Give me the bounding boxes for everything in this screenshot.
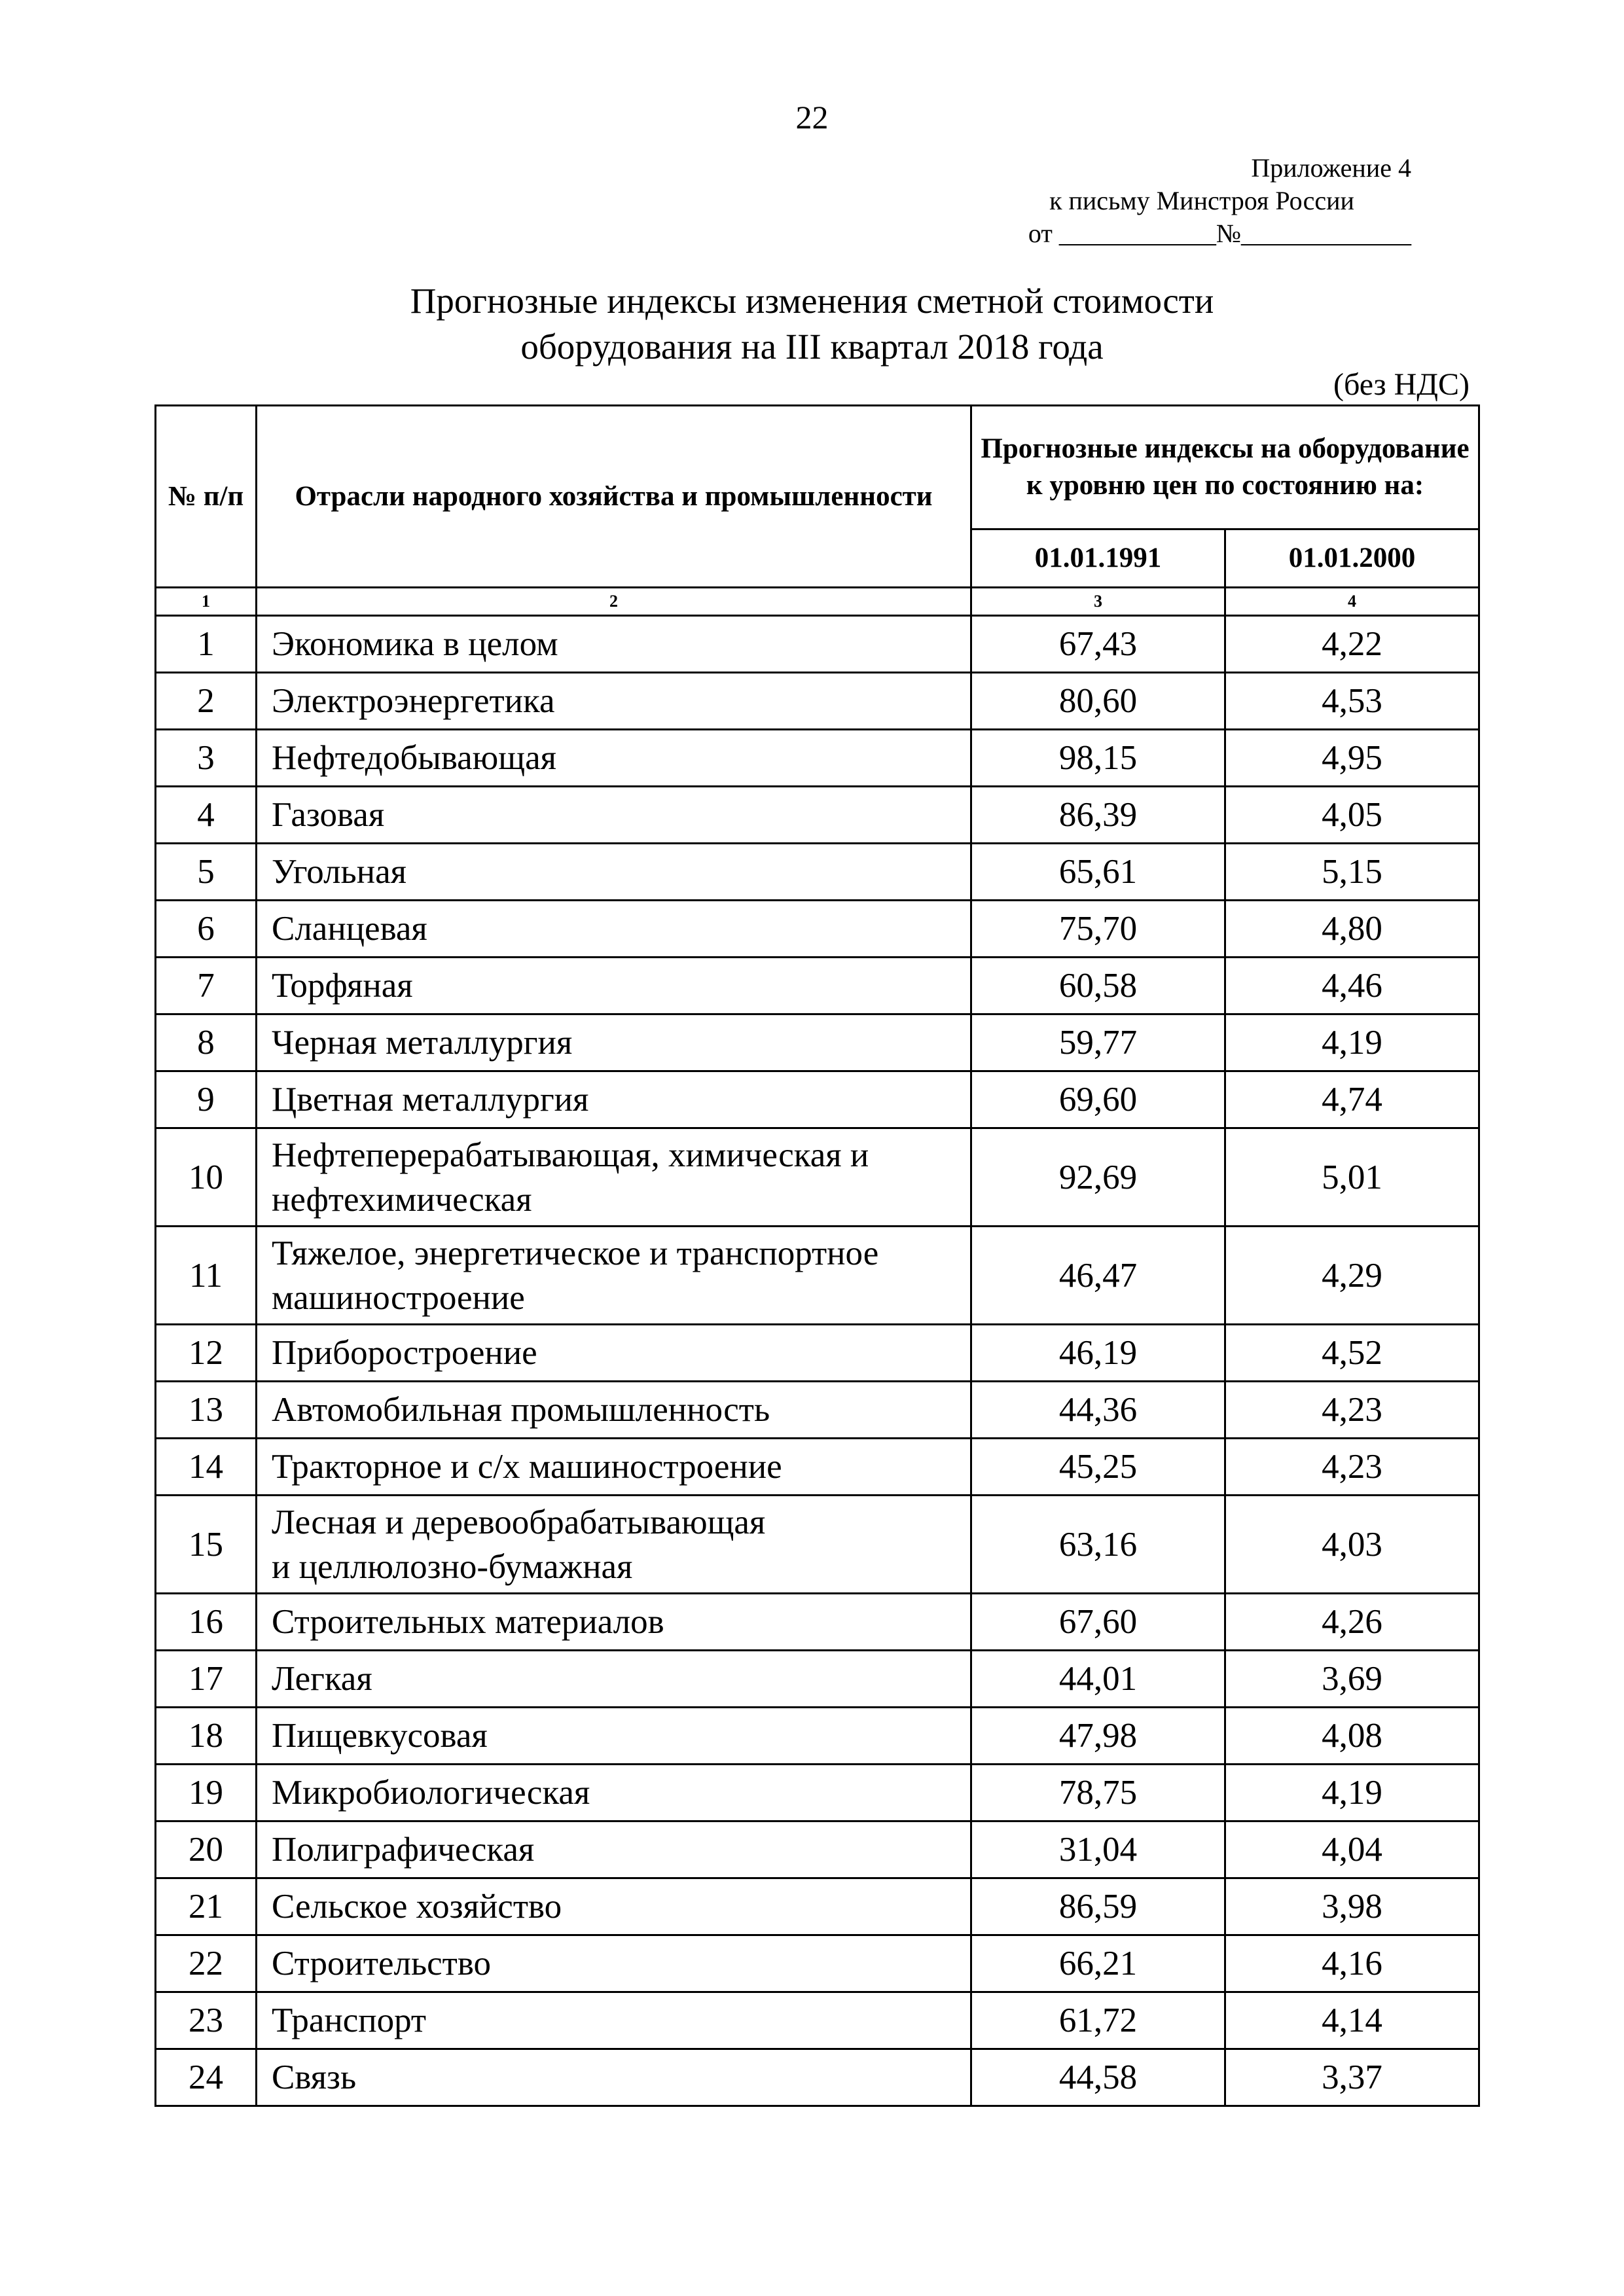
index-1991: 31,04 <box>971 1821 1225 1878</box>
index-2000: 3,98 <box>1225 1878 1479 1935</box>
row-number: 21 <box>156 1878 257 1935</box>
industry-name-line: Пищевкусовая <box>272 1717 488 1755</box>
industry-name-line: Черная металлургия <box>272 1024 573 1062</box>
index-1991: 75,70 <box>971 901 1225 958</box>
industry-name-line: Полиграфическая <box>272 1831 535 1869</box>
page-number: 22 <box>795 99 829 135</box>
industry-name-line: машиностроение <box>272 1278 525 1317</box>
industry-name <box>257 1382 971 1439</box>
index-2000: 4,04 <box>1225 1821 1479 1878</box>
index-1991: 63,16 <box>971 1496 1225 1594</box>
industry-name <box>257 1128 971 1227</box>
row-number: 8 <box>156 1014 257 1071</box>
table-body <box>156 616 1479 2106</box>
index-1991: 46,47 <box>971 1227 1225 1325</box>
appendix-line-2: к письму Минстроя России <box>1049 186 1354 215</box>
industry-name-line: Лесная и деревообрабатывающая <box>272 1503 766 1541</box>
table-row <box>156 844 1479 901</box>
row-number: 19 <box>156 1765 257 1821</box>
industry-name <box>257 1821 971 1878</box>
index-2000: 4,22 <box>1225 616 1479 673</box>
row-number: 14 <box>156 1439 257 1496</box>
index-2000: 4,23 <box>1225 1382 1479 1439</box>
industry-name <box>257 1014 971 1071</box>
index-2000: 4,29 <box>1225 1227 1479 1325</box>
row-number: 22 <box>156 1935 257 1992</box>
table-row <box>156 1878 1479 1935</box>
table-row <box>156 1594 1479 1651</box>
industry-name <box>257 1071 971 1128</box>
row-number: 20 <box>156 1821 257 1878</box>
header-industry: Отрасли народного хозяйства и промышленности <box>257 406 971 588</box>
index-2000: 3,69 <box>1225 1651 1479 1708</box>
industry-name <box>257 1227 971 1325</box>
row-number: 23 <box>156 1992 257 2049</box>
column-number: 4 <box>1225 588 1479 616</box>
document-title <box>0 278 1624 370</box>
index-1991: 98,15 <box>971 730 1225 787</box>
table-row <box>156 1382 1479 1439</box>
industry-name <box>257 730 971 787</box>
industry-name <box>257 1708 971 1765</box>
table-row <box>156 1071 1479 1128</box>
index-table <box>154 404 1480 2107</box>
industry-name-line: Экономика в целом <box>272 625 558 663</box>
index-2000: 4,05 <box>1225 787 1479 844</box>
index-2000: 4,14 <box>1225 1992 1479 2049</box>
appendix-reference <box>953 152 1411 250</box>
index-2000: 4,52 <box>1225 1325 1479 1382</box>
column-number: 2 <box>257 588 971 616</box>
index-1991: 66,21 <box>971 1935 1225 1992</box>
row-number: 5 <box>156 844 257 901</box>
industry-name-line: Связь <box>272 2058 357 2096</box>
index-1991: 67,60 <box>971 1594 1225 1651</box>
header-date-2000: 01.01.2000 <box>1225 529 1479 588</box>
industry-name <box>257 1594 971 1651</box>
index-1991: 45,25 <box>971 1439 1225 1496</box>
index-2000: 3,37 <box>1225 2049 1479 2106</box>
index-2000: 4,23 <box>1225 1439 1479 1496</box>
row-number: 12 <box>156 1325 257 1382</box>
industry-name <box>257 1878 971 1935</box>
table-row <box>156 1992 1479 2049</box>
appendix-line-1: Приложение 4 <box>1251 153 1411 183</box>
industry-name <box>257 1325 971 1382</box>
industry-name-line: Тракторное и с/х машиностроение <box>272 1448 782 1486</box>
industry-name <box>257 844 971 901</box>
index-1991: 78,75 <box>971 1765 1225 1821</box>
table-row <box>156 1439 1479 1496</box>
industry-name-line: Сельское хозяйство <box>272 1888 562 1926</box>
index-2000: 4,19 <box>1225 1765 1479 1821</box>
industry-name-line: и целлюлозно-бумажная <box>272 1547 633 1586</box>
index-1991: 65,61 <box>971 844 1225 901</box>
index-1991: 67,43 <box>971 616 1225 673</box>
table-row <box>156 1708 1479 1765</box>
table-row <box>156 1128 1479 1227</box>
index-2000: 4,03 <box>1225 1496 1479 1594</box>
index-1991: 44,01 <box>971 1651 1225 1708</box>
industry-name <box>257 1935 971 1992</box>
index-2000: 4,80 <box>1225 901 1479 958</box>
index-2000: 4,19 <box>1225 1014 1479 1071</box>
industry-name <box>257 1765 971 1821</box>
header-num: № п/п <box>156 406 257 588</box>
industry-name-line: Нефтедобывающая <box>272 739 556 777</box>
index-2000: 4,53 <box>1225 673 1479 730</box>
industry-name-line: Цветная металлургия <box>272 1081 589 1119</box>
row-number: 11 <box>156 1227 257 1325</box>
index-1991: 86,59 <box>971 1878 1225 1935</box>
index-1991: 47,98 <box>971 1708 1225 1765</box>
row-number: 17 <box>156 1651 257 1708</box>
industry-name-line: Сланцевая <box>272 910 427 948</box>
header-date-1991: 01.01.1991 <box>971 529 1225 588</box>
index-2000: 5,01 <box>1225 1128 1479 1227</box>
industry-name <box>257 2049 971 2106</box>
industry-name-line: Легкая <box>272 1660 372 1698</box>
column-number-row <box>156 588 1479 616</box>
table-row <box>156 787 1479 844</box>
index-1991: 59,77 <box>971 1014 1225 1071</box>
table-row <box>156 1651 1479 1708</box>
table-row <box>156 1227 1479 1325</box>
row-number: 16 <box>156 1594 257 1651</box>
row-number: 9 <box>156 1071 257 1128</box>
index-2000: 4,16 <box>1225 1935 1479 1992</box>
table-row <box>156 1496 1479 1594</box>
appendix-line-3: от ____________№_____________ <box>1028 219 1411 248</box>
title-line-2: оборудования на III квартал 2018 года <box>520 327 1104 367</box>
row-number: 15 <box>156 1496 257 1594</box>
row-number: 18 <box>156 1708 257 1765</box>
industry-name <box>257 958 971 1014</box>
industry-name <box>257 1992 971 2049</box>
industry-name-line: Тяжелое, энергетическое и транспортное <box>272 1234 879 1272</box>
industry-name-line: нефтехимическая <box>272 1180 532 1219</box>
industry-name <box>257 901 971 958</box>
column-number: 1 <box>156 588 257 616</box>
table-row <box>156 1821 1479 1878</box>
row-number: 24 <box>156 2049 257 2106</box>
table-row <box>156 1014 1479 1071</box>
industry-name <box>257 1439 971 1496</box>
industry-name-line: Электроэнергетика <box>272 682 555 720</box>
table-row <box>156 1765 1479 1821</box>
industry-name-line: Газовая <box>272 796 385 834</box>
index-1991: 44,36 <box>971 1382 1225 1439</box>
industry-name <box>257 1651 971 1708</box>
index-1991: 61,72 <box>971 1992 1225 2049</box>
industry-name <box>257 616 971 673</box>
table-row <box>156 616 1479 673</box>
index-2000: 5,15 <box>1225 844 1479 901</box>
industry-name-line: Микробиологическая <box>272 1774 590 1812</box>
row-number: 1 <box>156 616 257 673</box>
table-row <box>156 730 1479 787</box>
industry-name-line: Транспорт <box>272 2001 427 2039</box>
row-number: 3 <box>156 730 257 787</box>
index-1991: 60,58 <box>971 958 1225 1014</box>
index-1991: 69,60 <box>971 1071 1225 1128</box>
vat-note: (без НДС) <box>1333 367 1470 402</box>
index-2000: 4,46 <box>1225 958 1479 1014</box>
index-2000: 4,08 <box>1225 1708 1479 1765</box>
table-row <box>156 958 1479 1014</box>
index-1991: 80,60 <box>971 673 1225 730</box>
row-number: 10 <box>156 1128 257 1227</box>
industry-name-line: Автомобильная промышленность <box>272 1391 770 1429</box>
row-number: 4 <box>156 787 257 844</box>
header-forecast: Прогнозные индексы на оборудование к уровню цен по состоянию на: <box>971 406 1479 529</box>
industry-name-line: Приборостроение <box>272 1334 537 1372</box>
industry-name-line: Строительство <box>272 1945 491 1982</box>
industry-name <box>257 787 971 844</box>
table-row <box>156 673 1479 730</box>
column-number: 3 <box>971 588 1225 616</box>
table-row <box>156 901 1479 958</box>
index-2000: 4,74 <box>1225 1071 1479 1128</box>
title-line-1: Прогнозные индексы изменения сметной стоимости <box>410 281 1214 321</box>
index-2000: 4,26 <box>1225 1594 1479 1651</box>
table-row <box>156 2049 1479 2106</box>
row-number: 6 <box>156 901 257 958</box>
industry-name-line: Строительных материалов <box>272 1603 664 1641</box>
industry-name-line: Нефтеперерабатывающая, химическая и <box>272 1136 869 1174</box>
table-row <box>156 1935 1479 1992</box>
index-1991: 44,58 <box>971 2049 1225 2106</box>
industry-name <box>257 673 971 730</box>
index-1991: 46,19 <box>971 1325 1225 1382</box>
industry-name-line: Угольная <box>272 853 406 891</box>
index-1991: 86,39 <box>971 787 1225 844</box>
index-2000: 4,95 <box>1225 730 1479 787</box>
row-number: 13 <box>156 1382 257 1439</box>
index-1991: 92,69 <box>971 1128 1225 1227</box>
industry-name-line: Торфяная <box>272 967 413 1005</box>
table-row <box>156 1325 1479 1382</box>
industry-name <box>257 1496 971 1594</box>
row-number: 7 <box>156 958 257 1014</box>
row-number: 2 <box>156 673 257 730</box>
